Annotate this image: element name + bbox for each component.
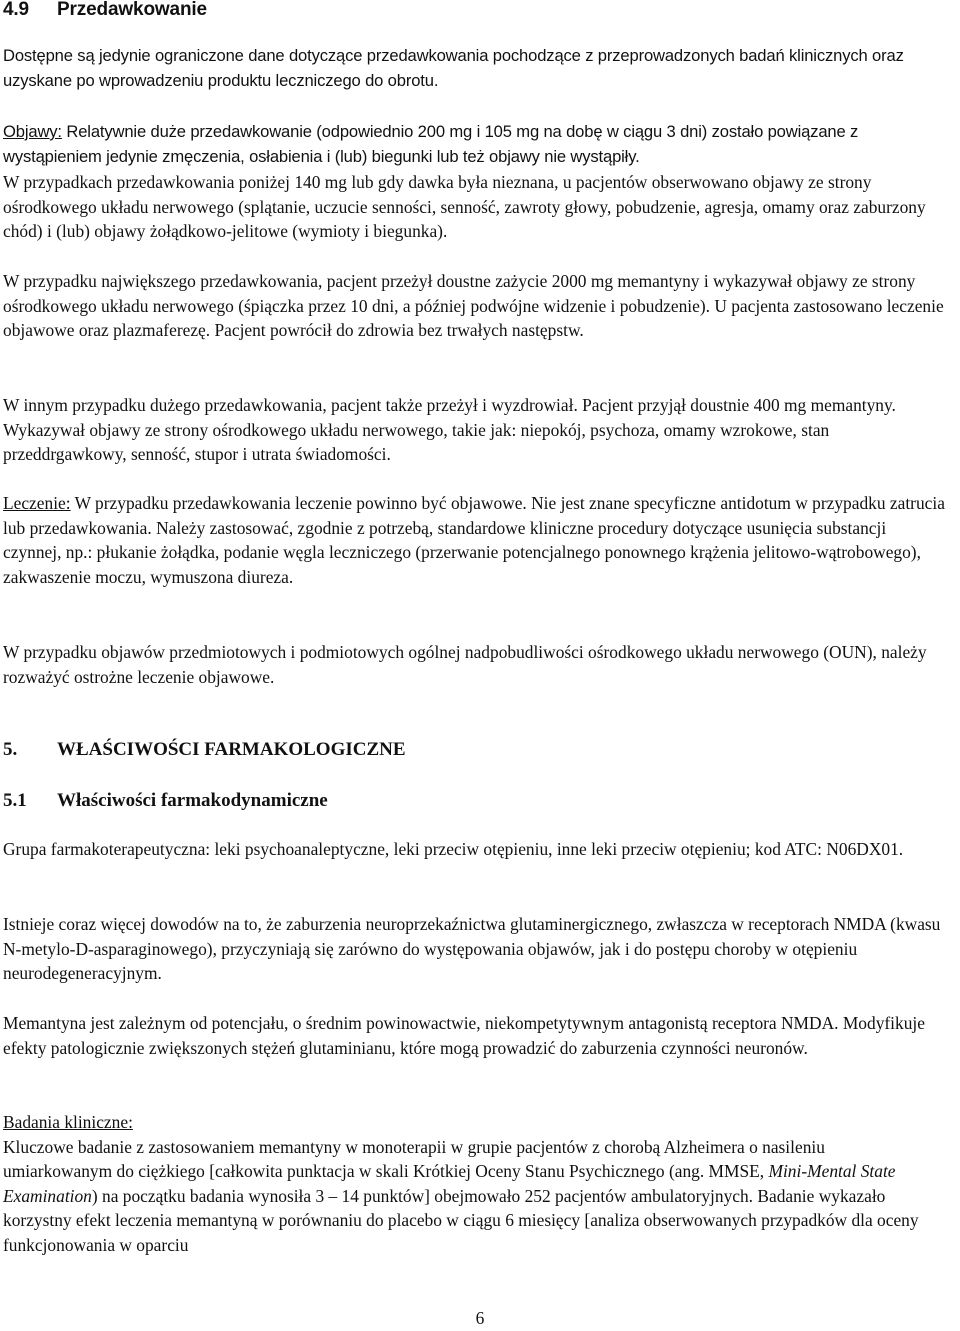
treatment-paragraph [3,491,948,589]
treatment-text: W przypadku przedawkowania leczenie powinno być objawowe. Nie jest znane specyficzne antidotum w przypadku zatrucia lub przedawkowania. Należy zastosować, zgodnie z potrzebą, standardowe kliniczne procedury dotyczące usunięcia substancji czynnej, np.: płukanie żołądka, podanie węgla leczniczego (przerwanie potencjalnego ponownego krążenia jelitowo-wątrobowego), zakwaszenie moczu, wymuszona diureza. [3,493,945,587]
section-heading-5-1 [3,789,958,814]
symptoms-label: Objawy: [3,122,62,141]
largest-overdose-paragraph: W przypadku największego przedawkowania, pacjent przeżył doustne zażycie 2000 mg memantyny i wykazywał objawy ze strony ośrodkowego układu nerwowego (śpiączka przez 10 dni, a później podwójne widzenie i pobudzenie). U pacjenta zastosowano leczenie objawowe oraz plazmaferezę. Pacjent powrócił do zdrowia bez trwałych następstw. [3,271,944,341]
clinical-trials-text-b: ) na początku badania wynosiła 3 – 14 punktów] obejmowało 252 pacjentów ambulatoryjnych. Badanie wykazało korzystny efekt leczenia memantyną w porównaniu do placebo w ciągu 6 miesięcy [analiza obserwowanych przypadków dla oceny funkcjonowania w oparciu [3,1185,919,1255]
clinical-trials-text [3,1135,928,1258]
symptoms-paragraph [3,120,948,169]
clinical-trials-block [3,1110,928,1258]
section-heading-5 [3,738,958,763]
cns-hyperexcitability-paragraph: W przypadku objawów przedmiotowych i podmiotowych ogólnej nadpobudliwości ośrodkowego układu nerwowego (OUN), należy rozważyć ostrożne leczenie objawowe. [3,642,927,687]
treatment-label: Leczenie: [3,493,71,513]
other-overdose-paragraph: W innym przypadku dużego przedawkowania, pacjent także przeżył i wyzdrowiał. Pacjent przyjął doustnie 400 mg memantyny. Wykazywał objawy ze strony ośrodkowego układu nerwowego, takie jak: niepokój, psychoza, omamy wzrokowe, stan przeddrgawkowy, senność, stupor i utrata świadomości. [3,395,896,465]
section-number: 5. [3,739,18,760]
section-title: WŁAŚCIWOŚCI FARMAKOLOGICZNE [57,739,406,760]
mechanism-paragraph: Memantyna jest zależnym od potencjału, o średnim powinowactwie, niekompetytywnym antagonistą receptora NMDA. Modyfikuje efekty patologicznie zwiększonych stężeń glutaminianu, które mogą prowadzić do zaburzenia czynności neuronów. [3,1013,925,1058]
symptoms-cns-paragraph: W przypadkach przedawkowania poniżej 140 mg lub gdy dawka była nieznana, u pacjentów obserwowano objawy ze strony ośrodkowego układu nerwowego (splątanie, uczucie senności, senność, zawroty głowy, pobudzenie, agresja, omamy oraz zaburzony chód) i (lub) objawy żołądkowo-jelitowe (wymioty i biegunka). [3,172,926,242]
symptoms-text: Relatywnie duże przedawkowanie (odpowiednio 200 mg i 105 mg na dobę w ciągu 3 dni) zostało powiązane z wystąpieniem jedynie zmęczenia, osłabienia i (lub) biegunki lub też objawy nie wystąpiły. [3,122,859,166]
mmse-full-name: Mini-Mental State Examination [3,1161,896,1206]
pharmacotherapeutic-group-paragraph: Grupa farmakoterapeutyczna: leki psychoanaleptyczne, leki przeciw otępieniu, inne leki przeciw otępieniu; kod ATC: N06DX01. [3,839,904,859]
section-number: 4.9 [3,0,29,20]
section-title: Właściwości farmakodynamiczne [57,790,328,811]
section-heading-4-9 [3,0,958,23]
overdose-intro-paragraph: Dostępne są jedynie ograniczone dane dotyczące przedawkowania pochodzące z przeprowadzonych badań klinicznych oraz uzyskane po wprowadzeniu produktu leczniczego do obrotu. [3,46,904,90]
clinical-trials-text-a: Kluczowe badanie z zastosowaniem memantyny w monoterapii w grupie pacjentów z chorobą Alzheimera o nasileniu umiarkowanym do ciężkiego [całkowita punktacja w skali Krótkiej Oceny Stanu Psychicznego (ang. MMSE, [3,1136,825,1182]
evidence-paragraph: Istnieje coraz więcej dowodów na to, że zaburzenia neuroprzekaźnictwa glutaminergicznego, zwłaszcza w receptorach NMDA (kwasu N-metylo-D-asparaginowego), przyczyniają się zarówno do występowania objawów, jak i do postępu choroby w otępieniu neurodegeneracyjnym. [3,914,941,984]
section-title: Przedawkowanie [57,0,207,20]
page-number: 6 [475,1308,485,1328]
clinical-trials-label: Badania kliniczne: [3,1112,133,1132]
section-number: 5.1 [3,790,27,811]
